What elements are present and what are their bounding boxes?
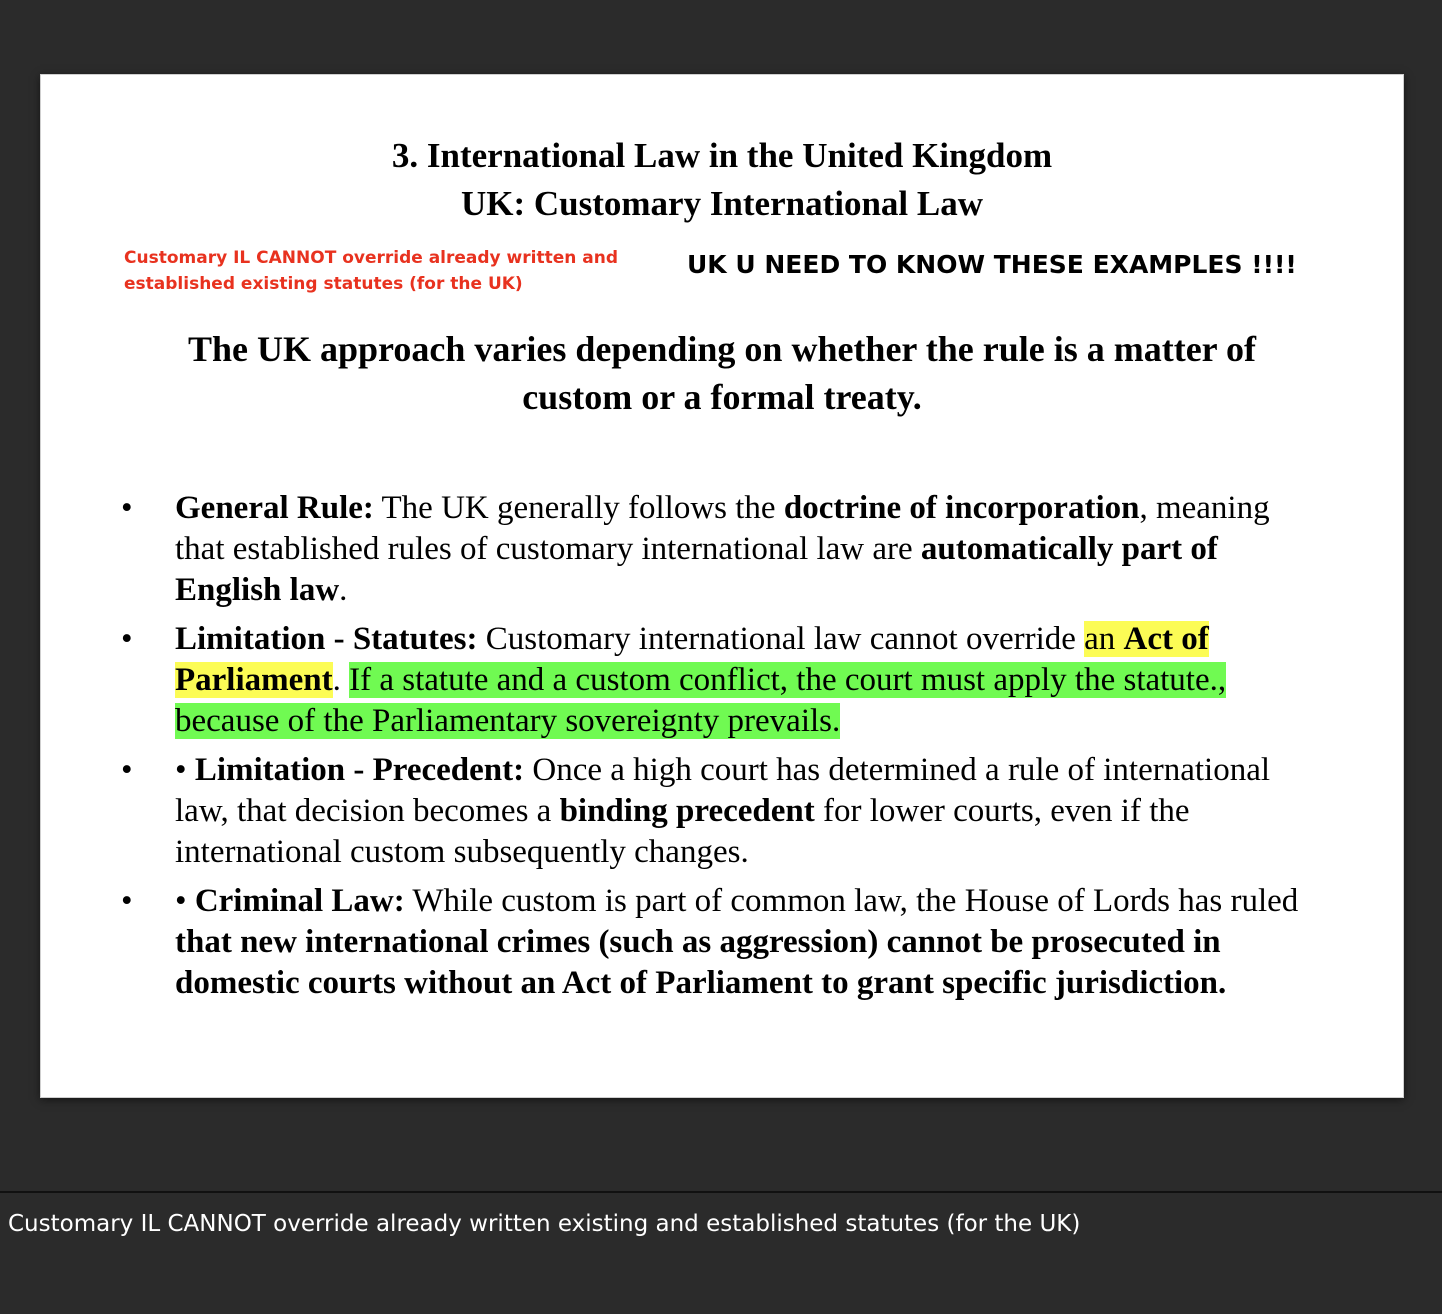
bullet-text: for lower courts, even if the international custom subsequently changes. (175, 793, 1190, 870)
highlighted-bold-text-yellow: Act of Parliament (175, 621, 1209, 698)
bullet-dot-icon: • (121, 621, 133, 657)
bullet-text: , meaning that established rules of customary international law are (175, 490, 1270, 567)
bullet-text: . (332, 662, 350, 698)
red-annotation: Customary IL CANNOT override already written and established existing statutes (for the UK) (124, 248, 619, 294)
bullet-text: Once a high court has determined a rule of international law, that decision becomes a (175, 752, 1271, 829)
highlighted-text-yellow: an (1084, 621, 1124, 657)
bullet-bold-text: binding precedent (559, 793, 815, 829)
list-item (111, 881, 1311, 1004)
bullet-bold-text: automatically part of English law (175, 531, 1218, 608)
bullet-text: Customary international law cannot override (477, 621, 1085, 657)
bullet-text: The UK generally follows the (373, 490, 784, 526)
list-item (111, 619, 1311, 742)
list-item (111, 750, 1311, 873)
bullet-label: General Rule: (175, 490, 374, 526)
slide-title: 3. International Law in the United Kingdom (391, 136, 1053, 175)
bullet-text: . (339, 572, 348, 608)
divider (0, 1191, 1442, 1193)
inline-bullet-prefix: • (175, 752, 195, 788)
slide-subheading: The UK approach varies depending on whether the rule is a matter of custom or a formal treaty. (188, 329, 1256, 417)
presentation-slide (40, 74, 1404, 1098)
bullet-bold-text: doctrine of incorporation (783, 490, 1140, 526)
bullet-dot-icon: • (121, 883, 133, 919)
highlighted-text-green: If a statute and a custom conflict, the court must apply the statute., because of the Parliamentary sovereignty prevails. (175, 662, 1227, 739)
inline-bullet-prefix: • (175, 883, 195, 919)
slide-subtitle: UK: Customary International Law (460, 184, 984, 223)
bullet-label: Limitation - Precedent: (194, 752, 525, 788)
speaker-notes-text[interactable]: Customary IL CANNOT override already written existing and established statutes (for the UK) (8, 1211, 1081, 1237)
bullet-label: Criminal Law: (194, 883, 405, 919)
list-item (111, 488, 1311, 611)
bullet-dot-icon: • (121, 490, 133, 526)
examples-annotation: UK U NEED TO KNOW THESE EXAMPLES !!!! (687, 250, 1297, 279)
bullet-bold-text: that new international crimes (such as aggression) cannot be prosecuted in domestic courts without an Act of Parliament to grant specific jurisdiction. (175, 924, 1227, 1001)
bullet-label: Limitation - Statutes: (175, 621, 478, 657)
bullet-text: While custom is part of common law, the House of Lords has ruled (404, 883, 1299, 919)
bullet-list (111, 488, 1311, 1012)
bullet-dot-icon: • (121, 752, 133, 788)
